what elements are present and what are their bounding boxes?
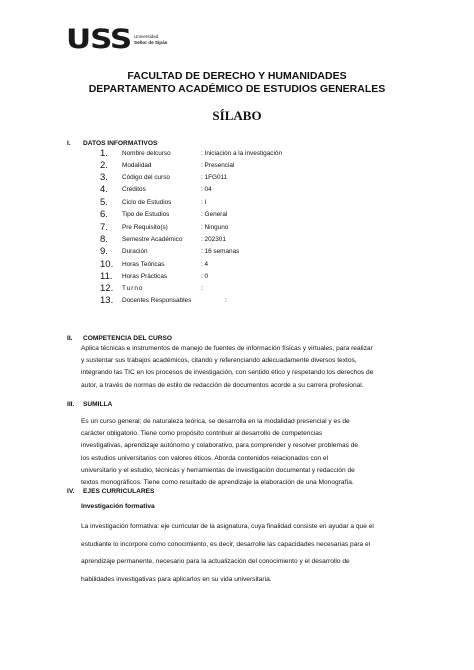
- info-row: [100, 221, 228, 233]
- info-row-label: Duración: [122, 247, 148, 255]
- text-line: Es un curso general; de naturaleza teórica, se desarrolla en la modalidad presencial y es de: [81, 418, 350, 425]
- info-row-number: 11.: [100, 270, 113, 282]
- info-row-number: 5.: [100, 196, 108, 208]
- section-4-number: IV.: [67, 488, 75, 495]
- info-row-label: Modalidad: [122, 161, 152, 169]
- text-line: Aplica técnicas e instrumentos de manejo de fuentes de información físicas y virtuales, para realizar: [81, 345, 373, 352]
- info-row-value: : 1FG011: [201, 173, 228, 181]
- info-row: [100, 183, 212, 195]
- info-row: [100, 233, 226, 245]
- section-1-heading: [67, 140, 157, 147]
- section-4-heading: [67, 488, 154, 495]
- info-row-label: Turno: [122, 284, 144, 292]
- logo-line-2: Señor de Sipán: [134, 39, 168, 45]
- info-row-number: 1.: [100, 147, 108, 159]
- info-row-label: Horas Teóricas: [122, 260, 165, 268]
- text-line: aprendizaje permanente, necesario para la actualización del conocimiento y el desarrollo de: [81, 558, 350, 565]
- section-2-title: COMPETENCIA DEL CURSO: [83, 335, 173, 342]
- info-row-value: :: [225, 296, 227, 304]
- text-line: estudiante lo incorpore como conocimiento, es decir, desarrolle las capacidades necesarias para el: [81, 540, 371, 548]
- text-line: carácter obligatorio. Tiene como propósito contribuir al desarrollo de competencias: [81, 430, 323, 438]
- info-row-number: 12.: [100, 282, 114, 294]
- university-logo: [66, 26, 167, 53]
- info-row: [100, 282, 203, 294]
- info-row: [100, 208, 227, 220]
- info-row-label: Pre Requisito(s): [122, 223, 168, 231]
- info-row: [100, 196, 206, 208]
- info-row: [100, 171, 227, 183]
- text-line: universitario y el estudio, técnicas y herramientas de investigación documental y redacción de: [81, 466, 355, 474]
- curricular-axis-paragraph: [81, 518, 407, 588]
- info-row: [100, 270, 208, 282]
- section-1-number: I.: [67, 140, 71, 147]
- curricular-axis-subtitle: Investigación formativa: [81, 503, 155, 510]
- faculty-title: FACULTAD DE DERECHO Y HUMANIDADES: [127, 70, 347, 82]
- info-row-value: : General: [201, 210, 228, 218]
- info-row-label: Docentes Responsables: [122, 296, 192, 304]
- text-line: La investigación formativa: eje curricular de la asignatura, cuya finalidad consiste en ayudar a que el: [81, 523, 374, 530]
- section-3-number: III.: [67, 401, 75, 408]
- info-row: [100, 258, 208, 270]
- text-line: los estudios universitarios con valores éticos. Aborda contenidos relacionados con el: [81, 454, 329, 462]
- info-row-value: : Presencial: [201, 161, 235, 169]
- info-row: [100, 294, 227, 306]
- section-2-heading: [67, 335, 172, 342]
- info-row-number: 9.: [100, 245, 108, 257]
- text-line: integrando las TIC en los procesos de investigación, con sentido ético y respetando los derechos de: [81, 369, 374, 377]
- info-row-number: 2.: [100, 159, 108, 171]
- info-row: [100, 159, 234, 171]
- info-row-value: : Iniciación a la investigación: [201, 149, 282, 157]
- info-row-label: Código del curso: [122, 173, 170, 181]
- section-4-title: EJES CURRICULARES: [83, 488, 155, 495]
- text-line: habilidades investigativas para aplicarlos en su vida universitaria.: [81, 575, 272, 583]
- department-title: DEPARTAMENTO ACADÉMICO DE ESTUDIOS GENERALES: [88, 83, 386, 95]
- logo-line-1: Universidad: [134, 33, 159, 39]
- info-row-label: Nombre delcurso: [122, 149, 171, 157]
- section-3-title: SUMILLA: [83, 401, 113, 408]
- info-row-number: 10.: [100, 258, 114, 270]
- info-row-value: :: [201, 284, 203, 292]
- section-2-number: II.: [67, 335, 73, 342]
- logo-mark: USS: [66, 24, 132, 55]
- info-row-value: : I: [201, 198, 207, 206]
- info-row-label: Horas Prácticas: [122, 272, 168, 280]
- info-row-value: : Ninguno: [201, 223, 229, 231]
- info-row-label: Ciclo de Estudios: [122, 198, 172, 206]
- info-row-label: Créditos: [122, 185, 146, 193]
- summary-paragraph: [81, 416, 407, 489]
- info-row-value: : 16 semanas: [201, 247, 240, 255]
- info-row-value: : 04: [201, 185, 212, 193]
- info-row-number: 7.: [100, 221, 108, 233]
- section-1-title: DATOS INFORMATIVOS: [83, 140, 158, 147]
- text-line: textos monográficos. Tiene como resultado de aprendizaje la elaboración de una Monografía.: [81, 479, 354, 487]
- info-row-value: : 202301: [201, 235, 226, 243]
- document-title: SÍLABO: [212, 108, 262, 123]
- info-row: [100, 147, 282, 159]
- text-line: investigativas, aprendizaje autónomo y colaborativo, para comprender y resolver problemas de: [81, 442, 359, 450]
- text-line: autor, a través de normas de estilo de redacción de documentos acorde a su carrera profesional.: [81, 381, 364, 389]
- info-row-number: 3.: [100, 171, 108, 183]
- info-row-number: 8.: [100, 233, 108, 245]
- info-row-label: Semestre Académico: [122, 235, 183, 243]
- info-row-label: Tipo de Estudios: [122, 210, 170, 218]
- info-row-value: : 4: [201, 260, 209, 268]
- info-row-value: : 0: [201, 272, 209, 280]
- info-row-number: 4.: [100, 183, 108, 195]
- info-row-number: 6.: [100, 208, 108, 220]
- info-row: [100, 245, 239, 257]
- text-line: y sustentar sus trabajos académicos, citando y referenciando adecuadamente diversos textos,: [81, 357, 357, 365]
- info-row-number: 13.: [100, 294, 114, 306]
- section-3-heading: [67, 401, 112, 408]
- competence-paragraph: [81, 343, 407, 392]
